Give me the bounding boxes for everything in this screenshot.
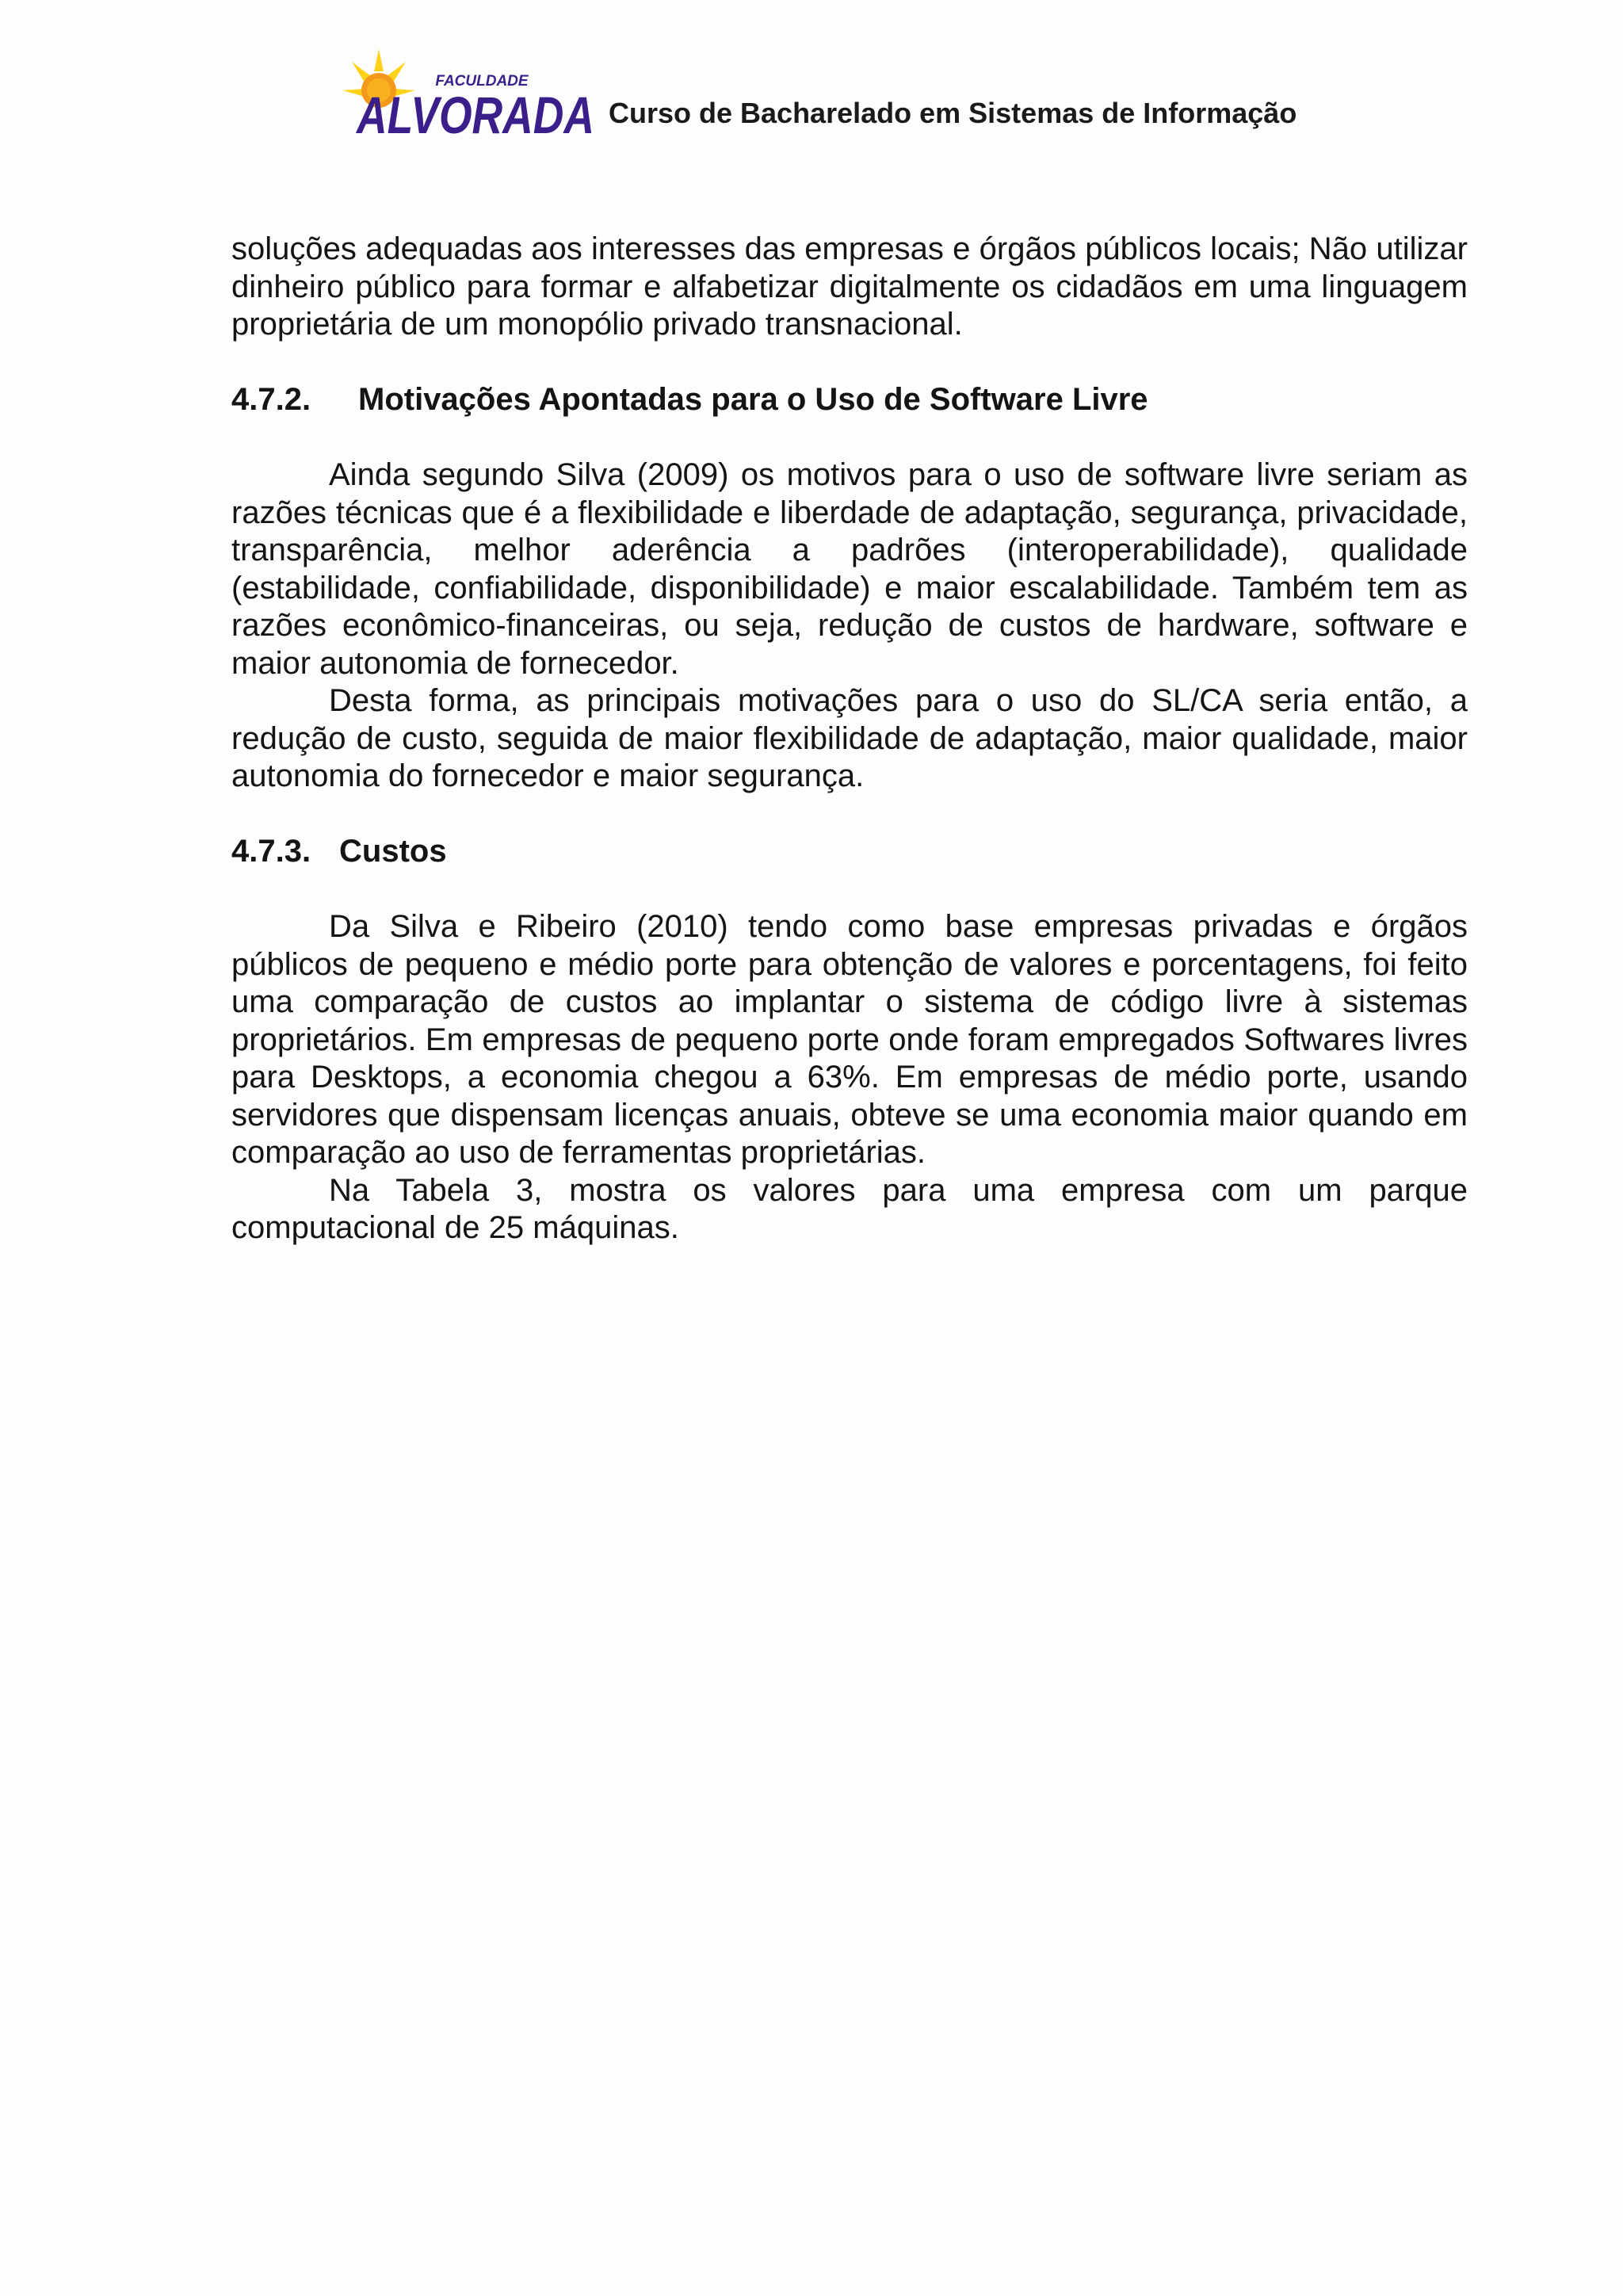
section-4-7-2-paragraph-2: Desta forma, as principais motivações para o uso do SL/CA seria então, a redução de custo, seguida de maior flexibilidade de adaptação, maior qualidade, maior autonomia do fornecedor e maior segurança. [231, 683, 1468, 793]
section-title: Motivações Apontadas para o Uso de Software Livre [358, 381, 1148, 417]
section-4-7-3-paragraph-2: Na Tabela 3, mostra os valores para uma empresa com um parque computacional de 25 máquinas. [231, 1172, 1468, 1245]
section-number: 4.7.2. [231, 381, 311, 417]
section-4-7-3-paragraph-1: Da Silva e Ribeiro (2010) tendo como base empresas privadas e órgãos públicos de pequeno e médio porte para obtenção de valores e porcentagens, foi feito uma comparação de custos ao implantar o sistema de código livre à sistemas proprietários. Em empresas de pequeno porte onde foram empregados Softwares livres para Desktops, a economia chegou a 63%. Em empresas de médio porte, usando servidores que dispensam licenças anuais, obteve se uma economia maior quando em comparação ao uso de ferramentas proprietárias. [231, 909, 1468, 1170]
faculdade-alvorada-logo [341, 44, 602, 147]
section-title: Custos [339, 833, 447, 869]
section-4-7-2-paragraph-1: Ainda segundo Silva (2009) os motivos para o uso de software livre seriam as razões técnicas que é a flexibilidade e liberdade de adaptação, segurança, privacidade, transparência, melhor aderência a padrões (interoperabilidade), qualidade (estabilidade, confiabilidade, disponibilidade) e maior escalabilidade. Também tem as razões econômico-financeiras, ou seja, redução de custos de hardware, software e maior autonomia de fornecedor. [231, 457, 1468, 681]
page-header [341, 44, 1371, 147]
logo-main-text: ALVORADA [355, 86, 594, 144]
intro-paragraph: soluções adequadas aos interesses das empresas e órgãos públicos locais; Não utilizar dinheiro público para formar e alfabetizar digitalmente os cidadãos em uma linguagem proprietária de um monopólio privado transnacional. [231, 231, 1468, 342]
course-title: Curso de Bacharelado em Sistemas de Informação [609, 97, 1297, 129]
section-heading-4-7-2 [231, 381, 1468, 419]
section-heading-4-7-3 [231, 833, 1468, 871]
section-number: 4.7.3. [231, 833, 311, 869]
logo-top-text: FACULDADE [435, 73, 529, 90]
document-body [231, 231, 1468, 1247]
